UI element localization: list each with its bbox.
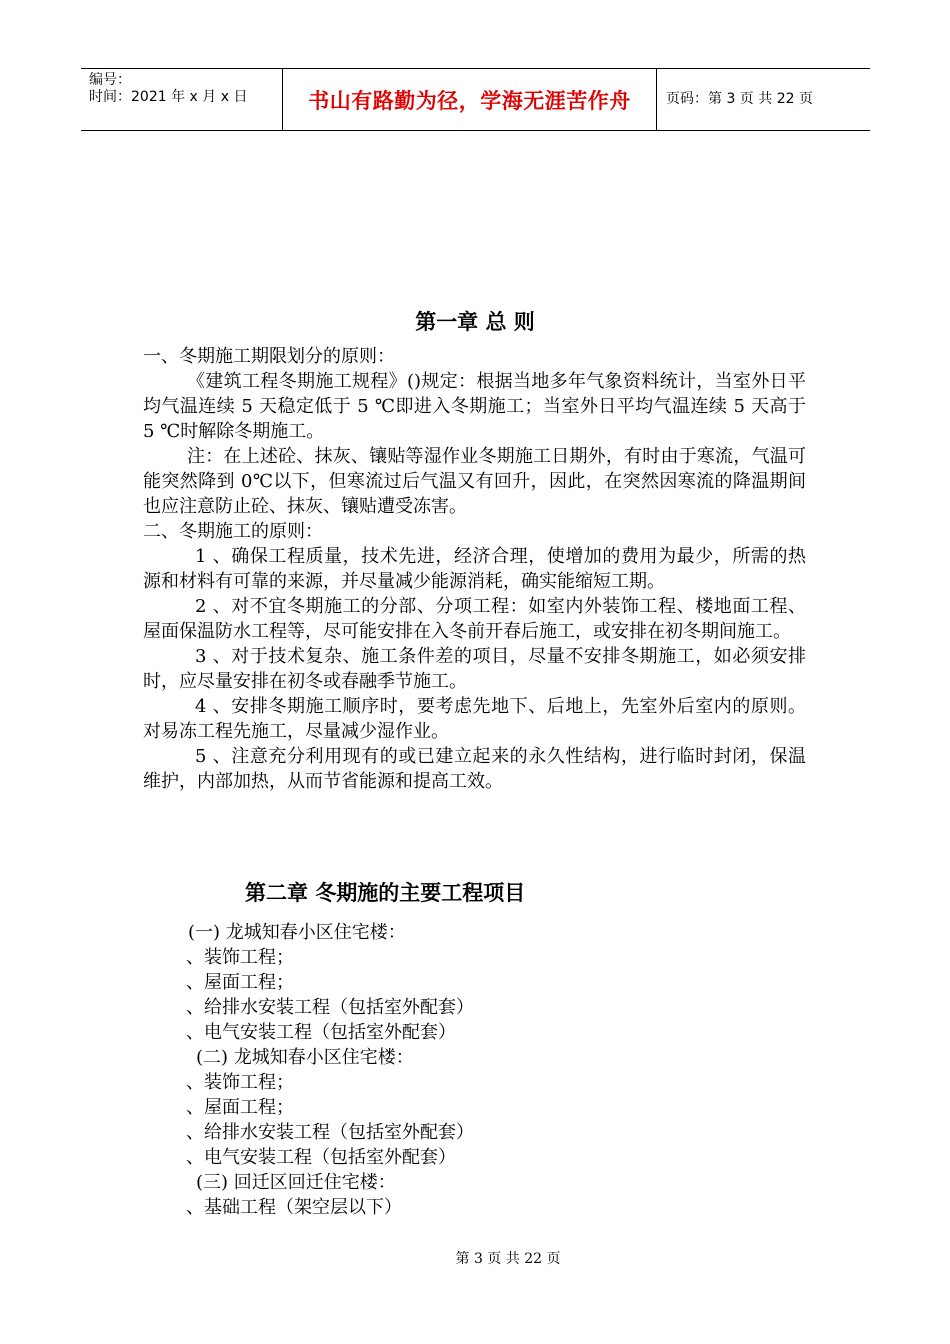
page-footer-number: 第 3 页 共 22 页 [455, 1251, 561, 1267]
list-item: 、基础工程（架空层以下） [186, 1197, 402, 1218]
list-item: 、给排水安装工程（包括室外配套） [186, 1122, 474, 1143]
list-item: 、电气安装工程（包括室外配套） [186, 1022, 456, 1043]
list-group-heading: (一) 龙城知春小区住宅楼： [188, 922, 406, 943]
paragraph: 《建筑工程冬期施工规程》()规定：根据当地多年气象资料统计，当室外日平均气温连续 5 天稳定低于 5 ℃即进入冬期施工；当室外日平均气温连续 5 天高于 5 ℃时解除冬期施工。 [143, 371, 806, 442]
numbered-paragraph: 1 、确保工程质量，技术先进，经济合理，使增加的费用为最少，所需的热源和材料有可靠的来源，并尽量减少能源消耗，确实能缩短工期。 [143, 546, 806, 592]
section-heading: 一、冬期施工期限划分的原则： [143, 346, 395, 367]
document-date-label: 时间：2021 年 x 月 x 日 [89, 89, 248, 105]
numbered-paragraph: 2 、对不宜冬期施工的分部、分项工程：如室内外装饰工程、楼地面工程、屋面保温防水工程等，尽可能安排在入冬前开春后施工，或安排在初冬期间施工。 [143, 596, 806, 642]
list-item: 、电气安装工程（包括室外配套） [186, 1147, 456, 1168]
list-item: 、屋面工程； [186, 1097, 294, 1118]
chapter-1-title: 第一章 总 则 [415, 310, 535, 334]
page-header [81, 68, 870, 131]
numbered-paragraph: 5 、注意充分利用现有的或已建立起来的永久性结构，进行临时封闭，保温维护，内部加热，从而节省能源和提高工效。 [143, 746, 806, 792]
section-heading: 二、冬期施工的原则： [143, 521, 323, 542]
list-item: 、给排水安装工程（包括室外配套） [186, 997, 474, 1018]
list-item: 、屋面工程； [186, 972, 294, 993]
header-page-number: 页码：第 3 页 共 22 页 [666, 91, 813, 107]
list-item: 、装饰工程； [186, 1072, 294, 1093]
header-motto-cell [282, 69, 657, 130]
chapter-2-title: 第二章 冬期施的主要工程项目 [245, 881, 526, 905]
document-number-label: 编号： [89, 72, 131, 88]
chapter-1-body [143, 344, 806, 794]
list-group-heading: (二) 龙城知春小区住宅楼： [196, 1047, 414, 1068]
list-group-heading: (三) 回迁区回迁住宅楼： [196, 1172, 396, 1193]
numbered-paragraph: 3 、对于技术复杂、施工条件差的项目，尽量不安排冬期施工，如必须安排时，应尽量安排在初冬或春融季节施工。 [143, 646, 806, 692]
project-list [188, 920, 474, 1220]
header-meta-cell [81, 69, 282, 130]
header-motto: 书山有路勤为径，学海无涯苦作舟 [308, 88, 631, 113]
header-page-cell [656, 69, 870, 130]
note-paragraph: 注：在上述砼、抹灰、镶贴等湿作业冬期施工日期外，有时由于寒流，气温可能突然降到 0℃以下，但寒流过后气温又有回升，因此，在突然因寒流的降温期间也应注意防止砼、抹灰、镶贴遭受冻害。 [143, 446, 806, 517]
numbered-paragraph: 4 、安排冬期施工顺序时，要考虑先地下、后地上，先室外后室内的原则。对易冻工程先施工，尽量减少湿作业。 [143, 696, 806, 742]
list-item: 、装饰工程； [186, 947, 294, 968]
